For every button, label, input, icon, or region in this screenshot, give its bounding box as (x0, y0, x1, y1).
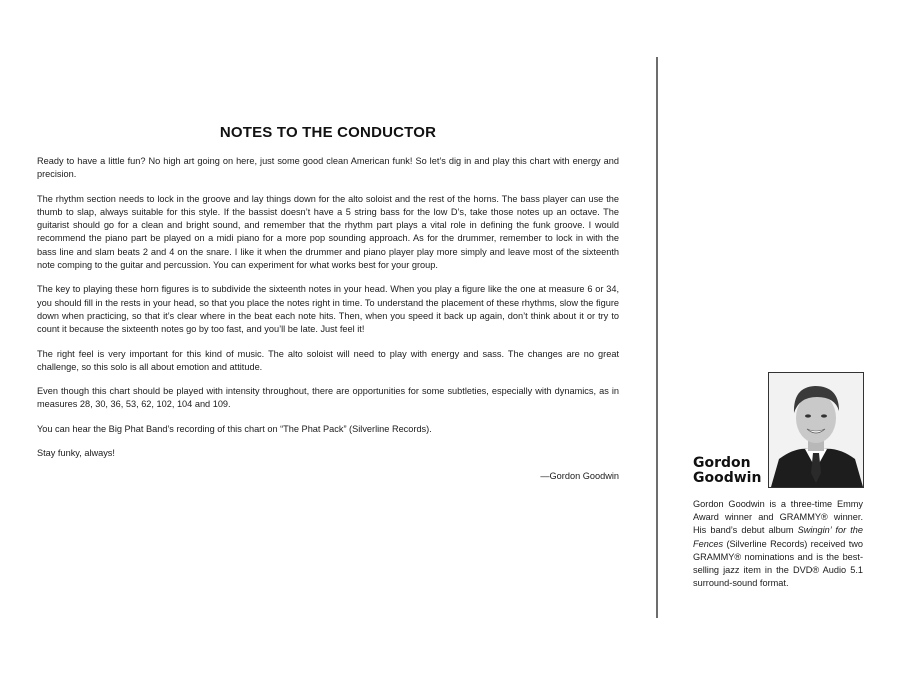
bio-text-part-2: (Silverline Records) received two GRAMMY® nominations and is the best-selling jazz item in the DVD® Audio 5.1 surround-sound format. (693, 538, 863, 589)
paragraph-rhythm-section: The rhythm section needs to lock in the groove and lay things down for the alto soloist and the rest of the horns. The bass player can use the thumb to slap, always suitable for this style. If the bassist doesn’t have a 5 string bass for the low D’s, take those notes up an octave. The guitarist should go for a clean and bright sound, and remember that the rhythm part plays a vital role in defining the funk groove. I would recommend the piano part be played on a midi piano for a more pop sounding approach. As for the drummer, remember to lock in with the bass line and slam beats 2 and 4 on the snare. I like it when the drummer and piano player play more simply and leave most of the sixteenth note comping to the guitar and percussion. You can experiment for what works best for your group. (37, 193, 619, 271)
column-divider (656, 57, 658, 618)
paragraph-intro: Ready to have a little fun? No high art going on here, just some good clean American funk! So let’s dig in and play this chart with energy and precision. (37, 156, 619, 180)
portrait-icon (769, 373, 863, 487)
conductor-notes (37, 124, 619, 481)
bio-text (693, 498, 863, 590)
paragraph-horn-figures: The key to playing these horn figures is to subdivide the sixteenth notes in your head. When you play a figure like the one at measure 6 or 34, you should fill in the rests in your head, so that you place the notes right in time. To understand the placement of these rhythms, slow the figure down when practicing, so that it’s clear where in the beat each note hits. Then, when you speed it back up again, don’t think about it or try to count it because the sixteenth notes go by too fast, and you’ll be late. Just feel it! (37, 284, 619, 335)
paragraph-dynamics: Even though this chart should be played with intensity throughout, there are opportunities for some subtleties, especially with dynamics, as in measures 28, 30, 36, 53, 62, 102, 104 and 109. (37, 386, 619, 410)
bio-name (693, 456, 761, 486)
bio-header (693, 372, 863, 488)
bio-album-title: Swingin’ for the Fences (693, 525, 863, 549)
bio-text-part-1: Gordon Goodwin is a three-time Emmy Award winner and GRAMMY® winner. His band’s debut album (693, 499, 863, 536)
signature: —Gordon Goodwin (540, 471, 619, 482)
page-title: NOTES TO THE CONDUCTOR (219, 124, 437, 141)
portrait-photo (768, 372, 864, 488)
paragraph-recording: You can hear the Big Phat Band’s recording of this chart on “The Phat Pack” (Silverline Records). (37, 423, 432, 434)
bio-name-last: Goodwin (693, 470, 762, 486)
bio-sidebar (693, 372, 863, 590)
bio-name-first: Gordon (693, 455, 751, 471)
paragraph-closing: Stay funky, always! (37, 448, 115, 459)
paragraph-feel: The right feel is very important for this kind of music. The alto soloist will need to play with energy and sass. The changes are no great challenge, so this solo is all about emotion and attitude. (37, 348, 619, 372)
